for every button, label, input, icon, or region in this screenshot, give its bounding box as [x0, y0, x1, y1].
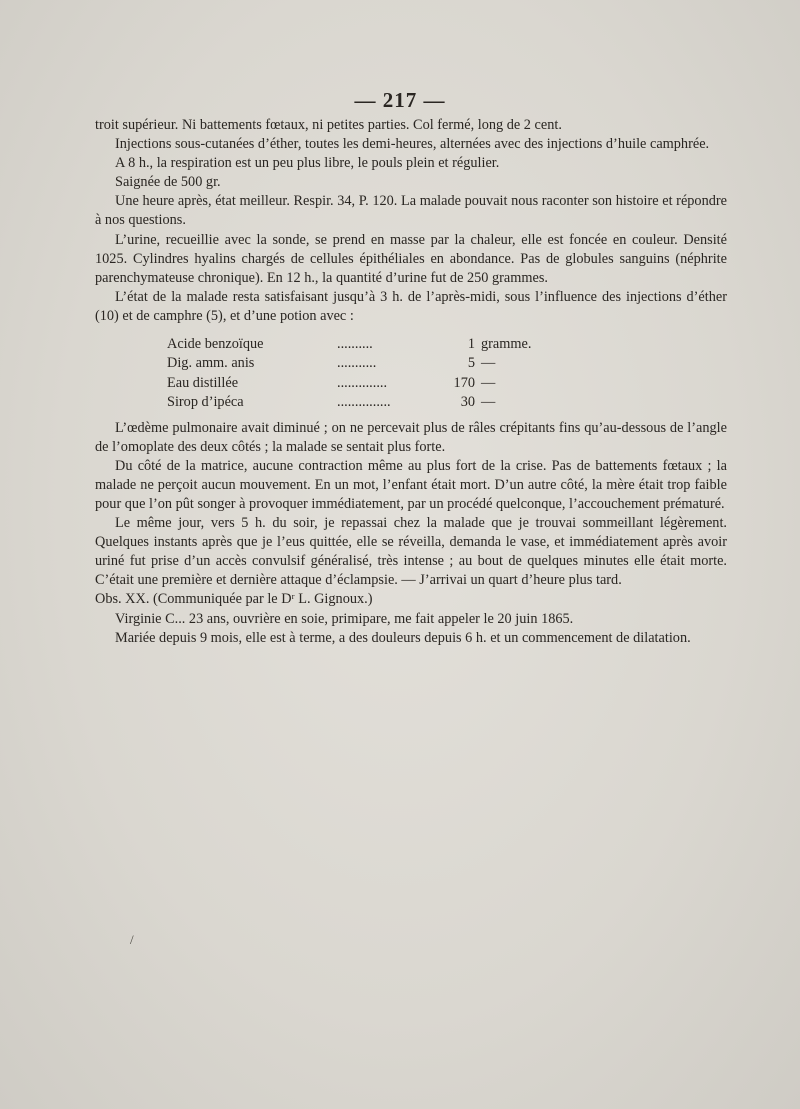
paragraph: L’état de la malade resta satisfaisant jusqu’à 3 h. de l’après-midi, sous l’influence des injections d’éther (10) et de camphre (5), et d’une potion avec :: [95, 288, 727, 324]
paragraph: troit supérieur. Ni battements fœtaux, ni petites parties. Col fermé, long de 2 cent.: [95, 117, 562, 133]
paragraph: Une heure après, état meilleur. Respir. 34, P. 120. La malade pouvait nous raconter son histoire et répondre à nos questions.: [95, 193, 727, 229]
dot-leader: ...........: [337, 355, 377, 372]
body-text: [95, 116, 727, 648]
ingredient-name: Acide benzoïque: [167, 336, 264, 353]
paragraph: L’œdème pulmonaire avait diminué ; on ne percevait plus de râles crépitants fins qu’au-dessous de l’angle de l’omoplate des deux côtés ; la malade se sentait plus forte.: [95, 419, 727, 455]
paragraph-group-top: [95, 116, 727, 326]
prescription-item: [167, 393, 567, 412]
prescription-list: [167, 335, 567, 413]
ingredient-unit: —: [481, 355, 496, 372]
prescription-item: [167, 374, 567, 393]
ingredient-unit: gramme.: [481, 336, 532, 353]
dot-leader: ..............: [337, 374, 388, 391]
paragraph: Du côté de la matrice, aucune contraction même au plus fort de la crise. Pas de battements fœtaux ; la malade ne perçoit aucun mouvement. En un mot, l’enfant était mort. D’un autre côté, la mère était trop faible pour que l’on pût songer à provoquer immédiatement, par un procédé quelconque, l’accouchement prématuré.: [95, 457, 727, 512]
dot-leader: ..........: [337, 336, 373, 353]
ingredient-name: Eau distillée: [167, 374, 239, 391]
ingredient-unit: —: [481, 374, 496, 391]
ingredient-quantity: 1: [467, 336, 475, 353]
paragraph: Virginie C... 23 ans, ouvrière en soie, primipare, me fait appeler le 20 juin 1865.: [115, 610, 574, 627]
paragraph: Injections sous-cutanées d’éther, toutes les demi-heures, alternées avec des injections d’huile camphrée.: [115, 136, 710, 153]
paragraph-group-middle: [95, 419, 727, 591]
prescription-item: [167, 354, 567, 373]
margin-mark: /: [130, 932, 134, 947]
paragraph-group-bottom: [95, 610, 727, 648]
dot-leader: ...............: [337, 394, 391, 411]
paragraph: Mariée depuis 9 mois, elle est à terme, a des douleurs depuis 6 h. et un commencement de dilatation.: [115, 629, 691, 646]
paragraph: Le même jour, vers 5 h. du soir, je repassai chez la malade que je trouvai sommeillant légèrement. Quelques instants après que je l’eus quittée, elle se réveilla, demanda le vase, et immédiatement après avoir uriné fut prise d’un accès convulsif généralisé, très intense ; au bout de quelques minutes elle était morte. C’était une première et dernière attaque d’éclampsie. — J’arrivai un quart d’heure plus tard.: [95, 515, 727, 589]
paragraph: L’urine, recueillie avec la sonde, se prend en masse par la chaleur, elle est foncée en couleur. Densité 1025. Cylindres hyalins chargés de cellules épithéliales en abondance. Pas de globules sanguins (néphrite parenchymateuse chronique). En 12 h., la quantité d’urine fut de 250 grammes.: [95, 231, 727, 286]
ingredient-quantity: 5: [467, 355, 475, 372]
observation-title: Obs. XX. (Communiquée par le Dʳ L. Gignoux.): [95, 591, 373, 608]
ingredient-quantity: 30: [460, 394, 475, 411]
page-number: — 217 —: [354, 88, 446, 112]
ingredient-name: Sirop d’ipéca: [167, 394, 244, 411]
prescription-item: [167, 335, 567, 354]
ingredient-name: Dig. amm. anis: [167, 355, 255, 372]
paragraph: A 8 h., la respiration est un peu plus libre, le pouls plein et régulier.: [115, 155, 500, 172]
ingredient-unit: —: [481, 394, 496, 411]
paragraph: Saignée de 500 gr.: [115, 174, 221, 191]
ingredient-quantity: 170: [453, 374, 475, 391]
